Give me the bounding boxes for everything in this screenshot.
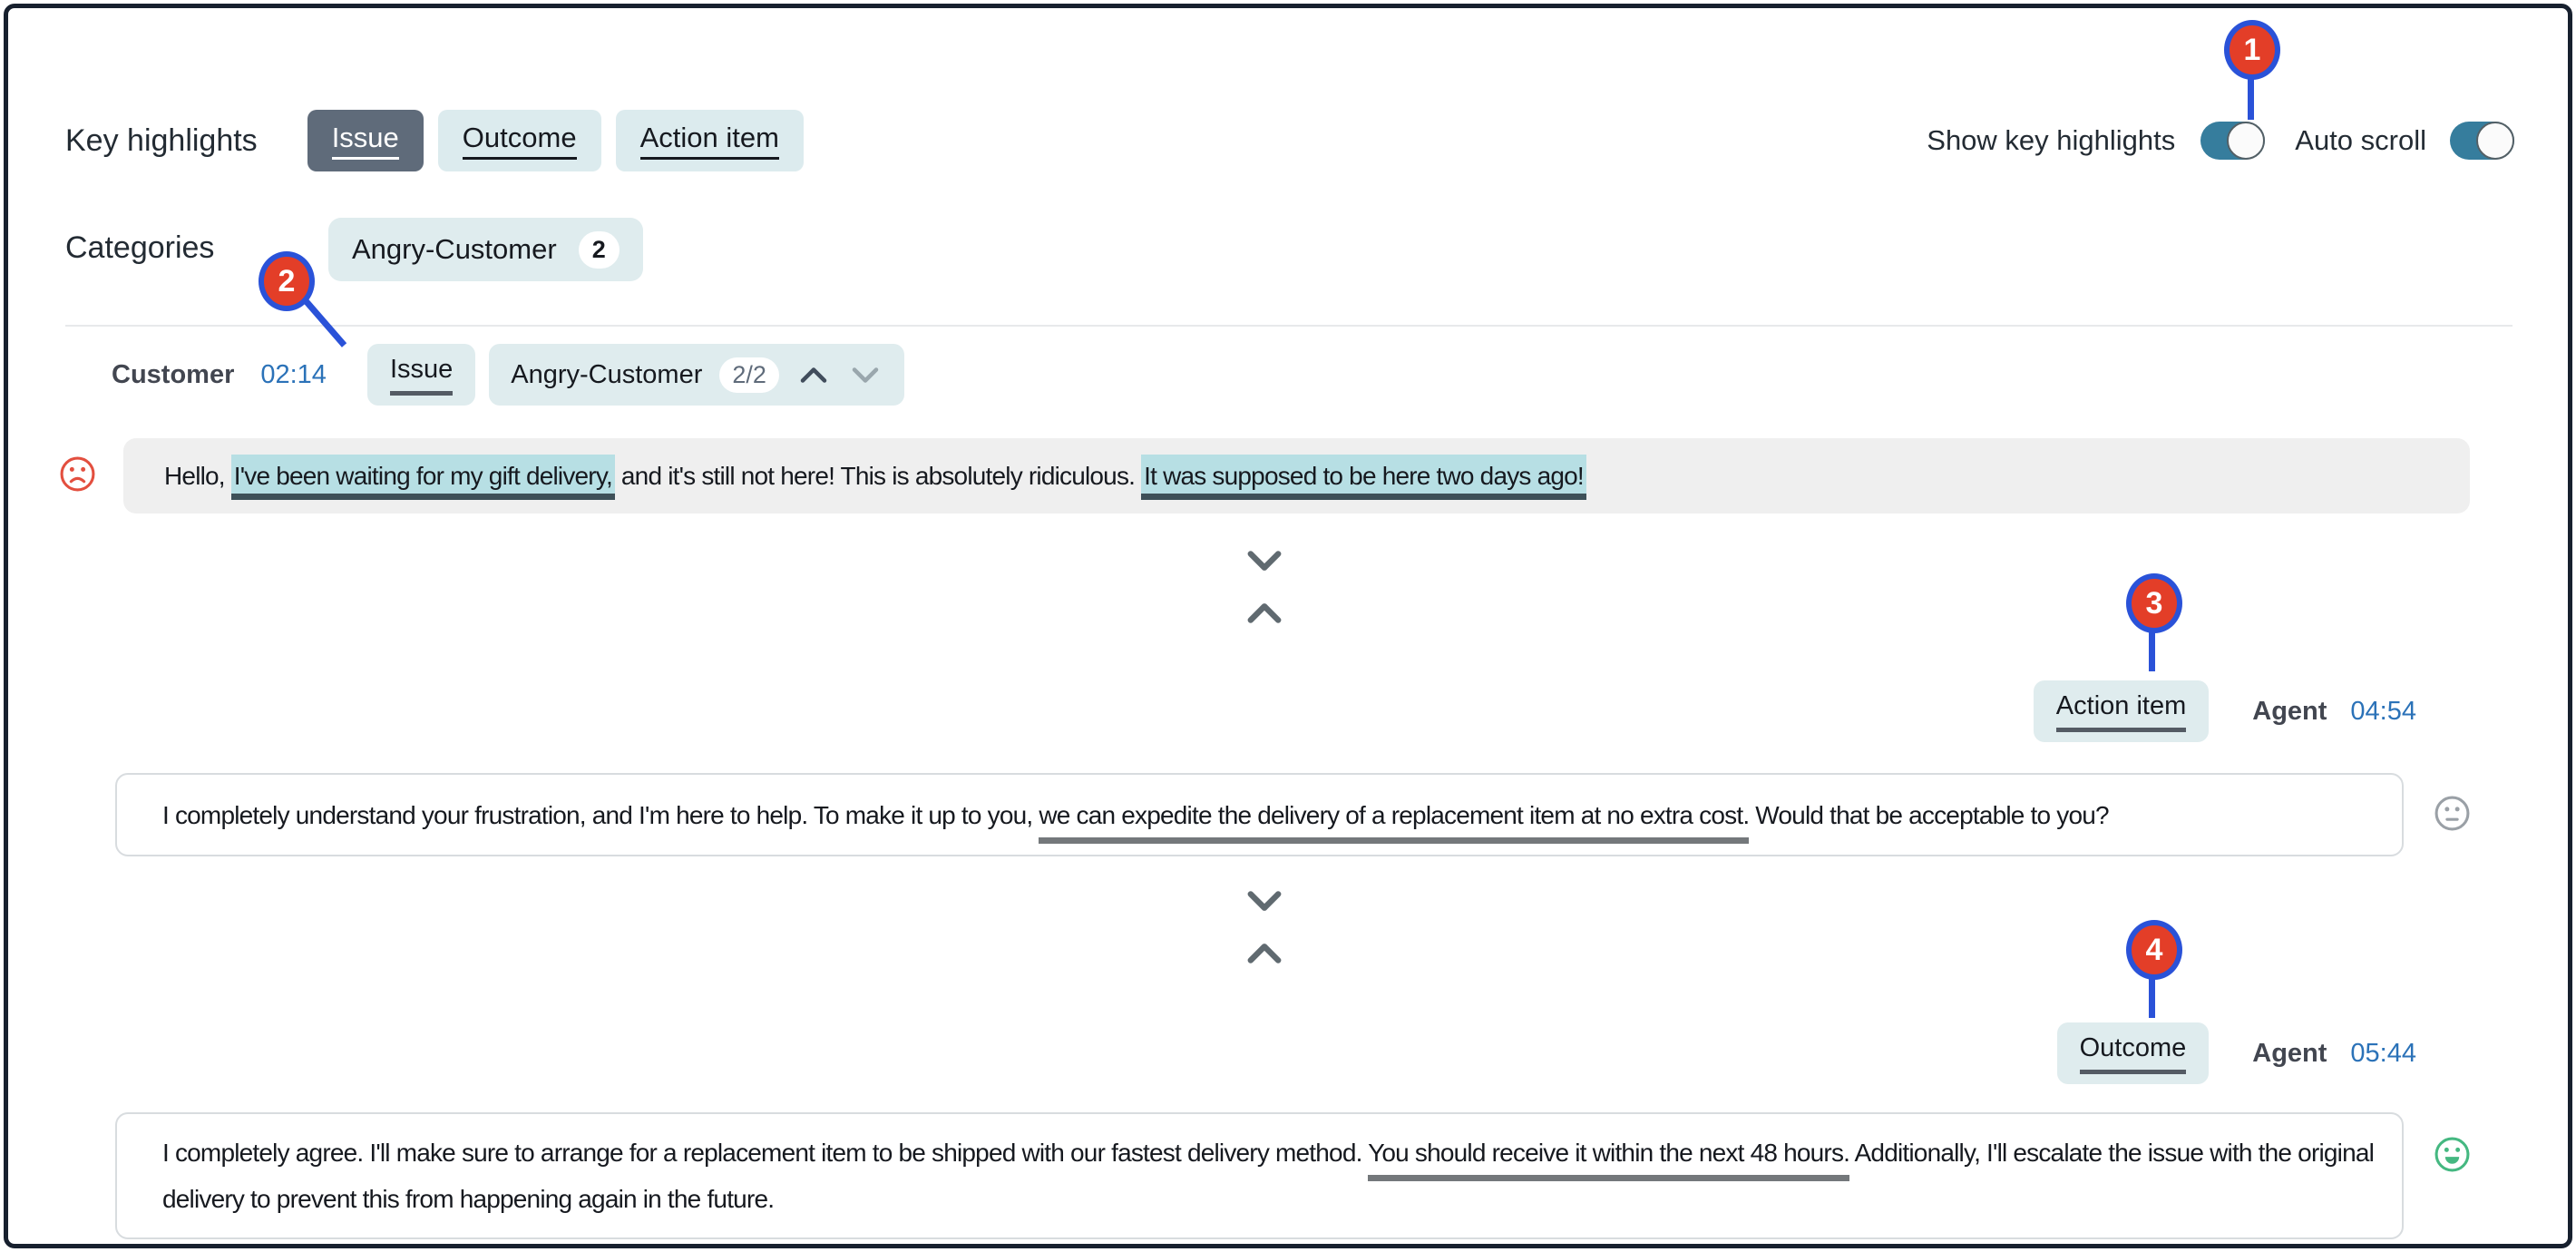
chevron-up-icon [1244, 602, 1284, 626]
callout-1: 1 [2224, 20, 2280, 80]
outcome-tag[interactable] [2057, 1022, 2210, 1084]
callout-1-stem [2248, 76, 2254, 120]
category-count-badge: 2 [579, 231, 620, 269]
chevron-up-icon [800, 367, 827, 384]
issue-highlight: I've been waiting for my gift delivery, [231, 455, 615, 500]
category-chip-angry-customer[interactable] [328, 218, 643, 281]
outcome-highlight: You should receive it within the next 48 hours. [1368, 1139, 1849, 1181]
category-prev-button[interactable] [796, 363, 831, 387]
timestamp-link[interactable]: 05:44 [2350, 1038, 2416, 1068]
toggle-knob [2476, 122, 2514, 160]
category-navigator-counter: 2/2 [719, 357, 779, 393]
callout-2: 2 [259, 251, 315, 311]
message-segment: Hello, [164, 462, 231, 490]
action-item-tag-label: Action item [2056, 691, 2186, 732]
agent-message-bubble [115, 1112, 2404, 1239]
show-key-highlights-label: Show key highlights [1927, 124, 2176, 156]
categories-label: Categories [65, 230, 215, 265]
key-highlights-title: Key highlights [65, 122, 258, 158]
section-divider [65, 325, 2513, 327]
issue-highlight: It was supposed to be here two days ago! [1141, 455, 1586, 500]
callout-3-stem [2149, 630, 2155, 671]
auto-scroll-label: Auto scroll [2295, 124, 2426, 156]
filter-action-item-button[interactable] [616, 110, 804, 171]
toggle-knob [2227, 122, 2265, 160]
filter-action-item-label: Action item [640, 122, 779, 160]
callout-4-stem [2149, 976, 2155, 1018]
issue-tag[interactable] [367, 344, 475, 406]
category-navigator-label: Angry-Customer [511, 359, 703, 389]
filters-group [65, 110, 804, 171]
neutral-sentiment-icon [2434, 795, 2471, 832]
message-segment: I completely understand your frustration, and I'm here to help. To make it up to you, [162, 800, 1039, 829]
chevron-down-icon [852, 367, 879, 384]
speaker-label: Agent [2252, 696, 2327, 726]
message-segment: and it's still not here! This is absolutely ridiculous. [614, 462, 1142, 490]
filter-outcome-label: Outcome [463, 122, 577, 160]
outcome-tag-label: Outcome [2080, 1033, 2187, 1074]
toggles-group [1927, 122, 2514, 160]
speaker-label: Agent [2252, 1038, 2327, 1068]
positive-sentiment-icon [2434, 1136, 2471, 1173]
negative-sentiment-icon [59, 455, 96, 493]
auto-scroll-toggle[interactable] [2450, 122, 2514, 160]
category-navigator-chip [489, 344, 904, 406]
collapse-messages-down-button[interactable] [1244, 888, 1284, 912]
agent-message-text [162, 1130, 2387, 1222]
action-item-tag[interactable] [2034, 680, 2209, 742]
agent-message-meta [2034, 680, 2416, 742]
agent-message-bubble [115, 773, 2404, 856]
message-segment: I completely agree. I'll make sure to arrange for a replacement item to be shipped with our fastest delivery method. [162, 1139, 1369, 1167]
key-highlights-header [65, 108, 2514, 173]
agent-message-text [162, 792, 2109, 838]
collapse-messages-up-button[interactable] [1244, 943, 1284, 966]
callout-2-stem [300, 295, 346, 347]
customer-message-text [164, 453, 1586, 499]
message-segment: Additionally, I'll escalate the issue with the original delivery to prevent this from happening again in the future. [162, 1139, 2375, 1213]
callout-3: 3 [2126, 573, 2182, 633]
customer-message-meta [112, 344, 904, 406]
filter-issue-label: Issue [332, 122, 399, 160]
filter-outcome-button[interactable] [438, 110, 601, 171]
show-key-highlights-toggle[interactable] [2200, 122, 2265, 160]
message-segment: Would that be acceptable to you? [1749, 800, 2109, 829]
chevron-down-icon [1244, 548, 1284, 572]
timestamp-link[interactable]: 04:54 [2350, 696, 2416, 726]
agent-message-meta [2057, 1022, 2416, 1084]
category-next-button[interactable] [848, 363, 883, 387]
collapse-messages-down-button[interactable] [1244, 548, 1284, 572]
filter-issue-button[interactable] [307, 110, 424, 171]
speaker-label: Customer [112, 359, 235, 389]
category-chip-label: Angry-Customer [352, 233, 557, 265]
callout-4: 4 [2126, 920, 2182, 980]
chevron-up-icon [1244, 943, 1284, 966]
issue-tag-label: Issue [390, 355, 453, 396]
action-item-highlight: we can expedite the delivery of a replacement item at no extra cost. [1039, 801, 1749, 844]
chevron-down-icon [1244, 888, 1284, 912]
customer-message-bubble [123, 438, 2470, 514]
timestamp-link[interactable]: 02:14 [260, 359, 327, 389]
collapse-messages-up-button[interactable] [1244, 602, 1284, 626]
